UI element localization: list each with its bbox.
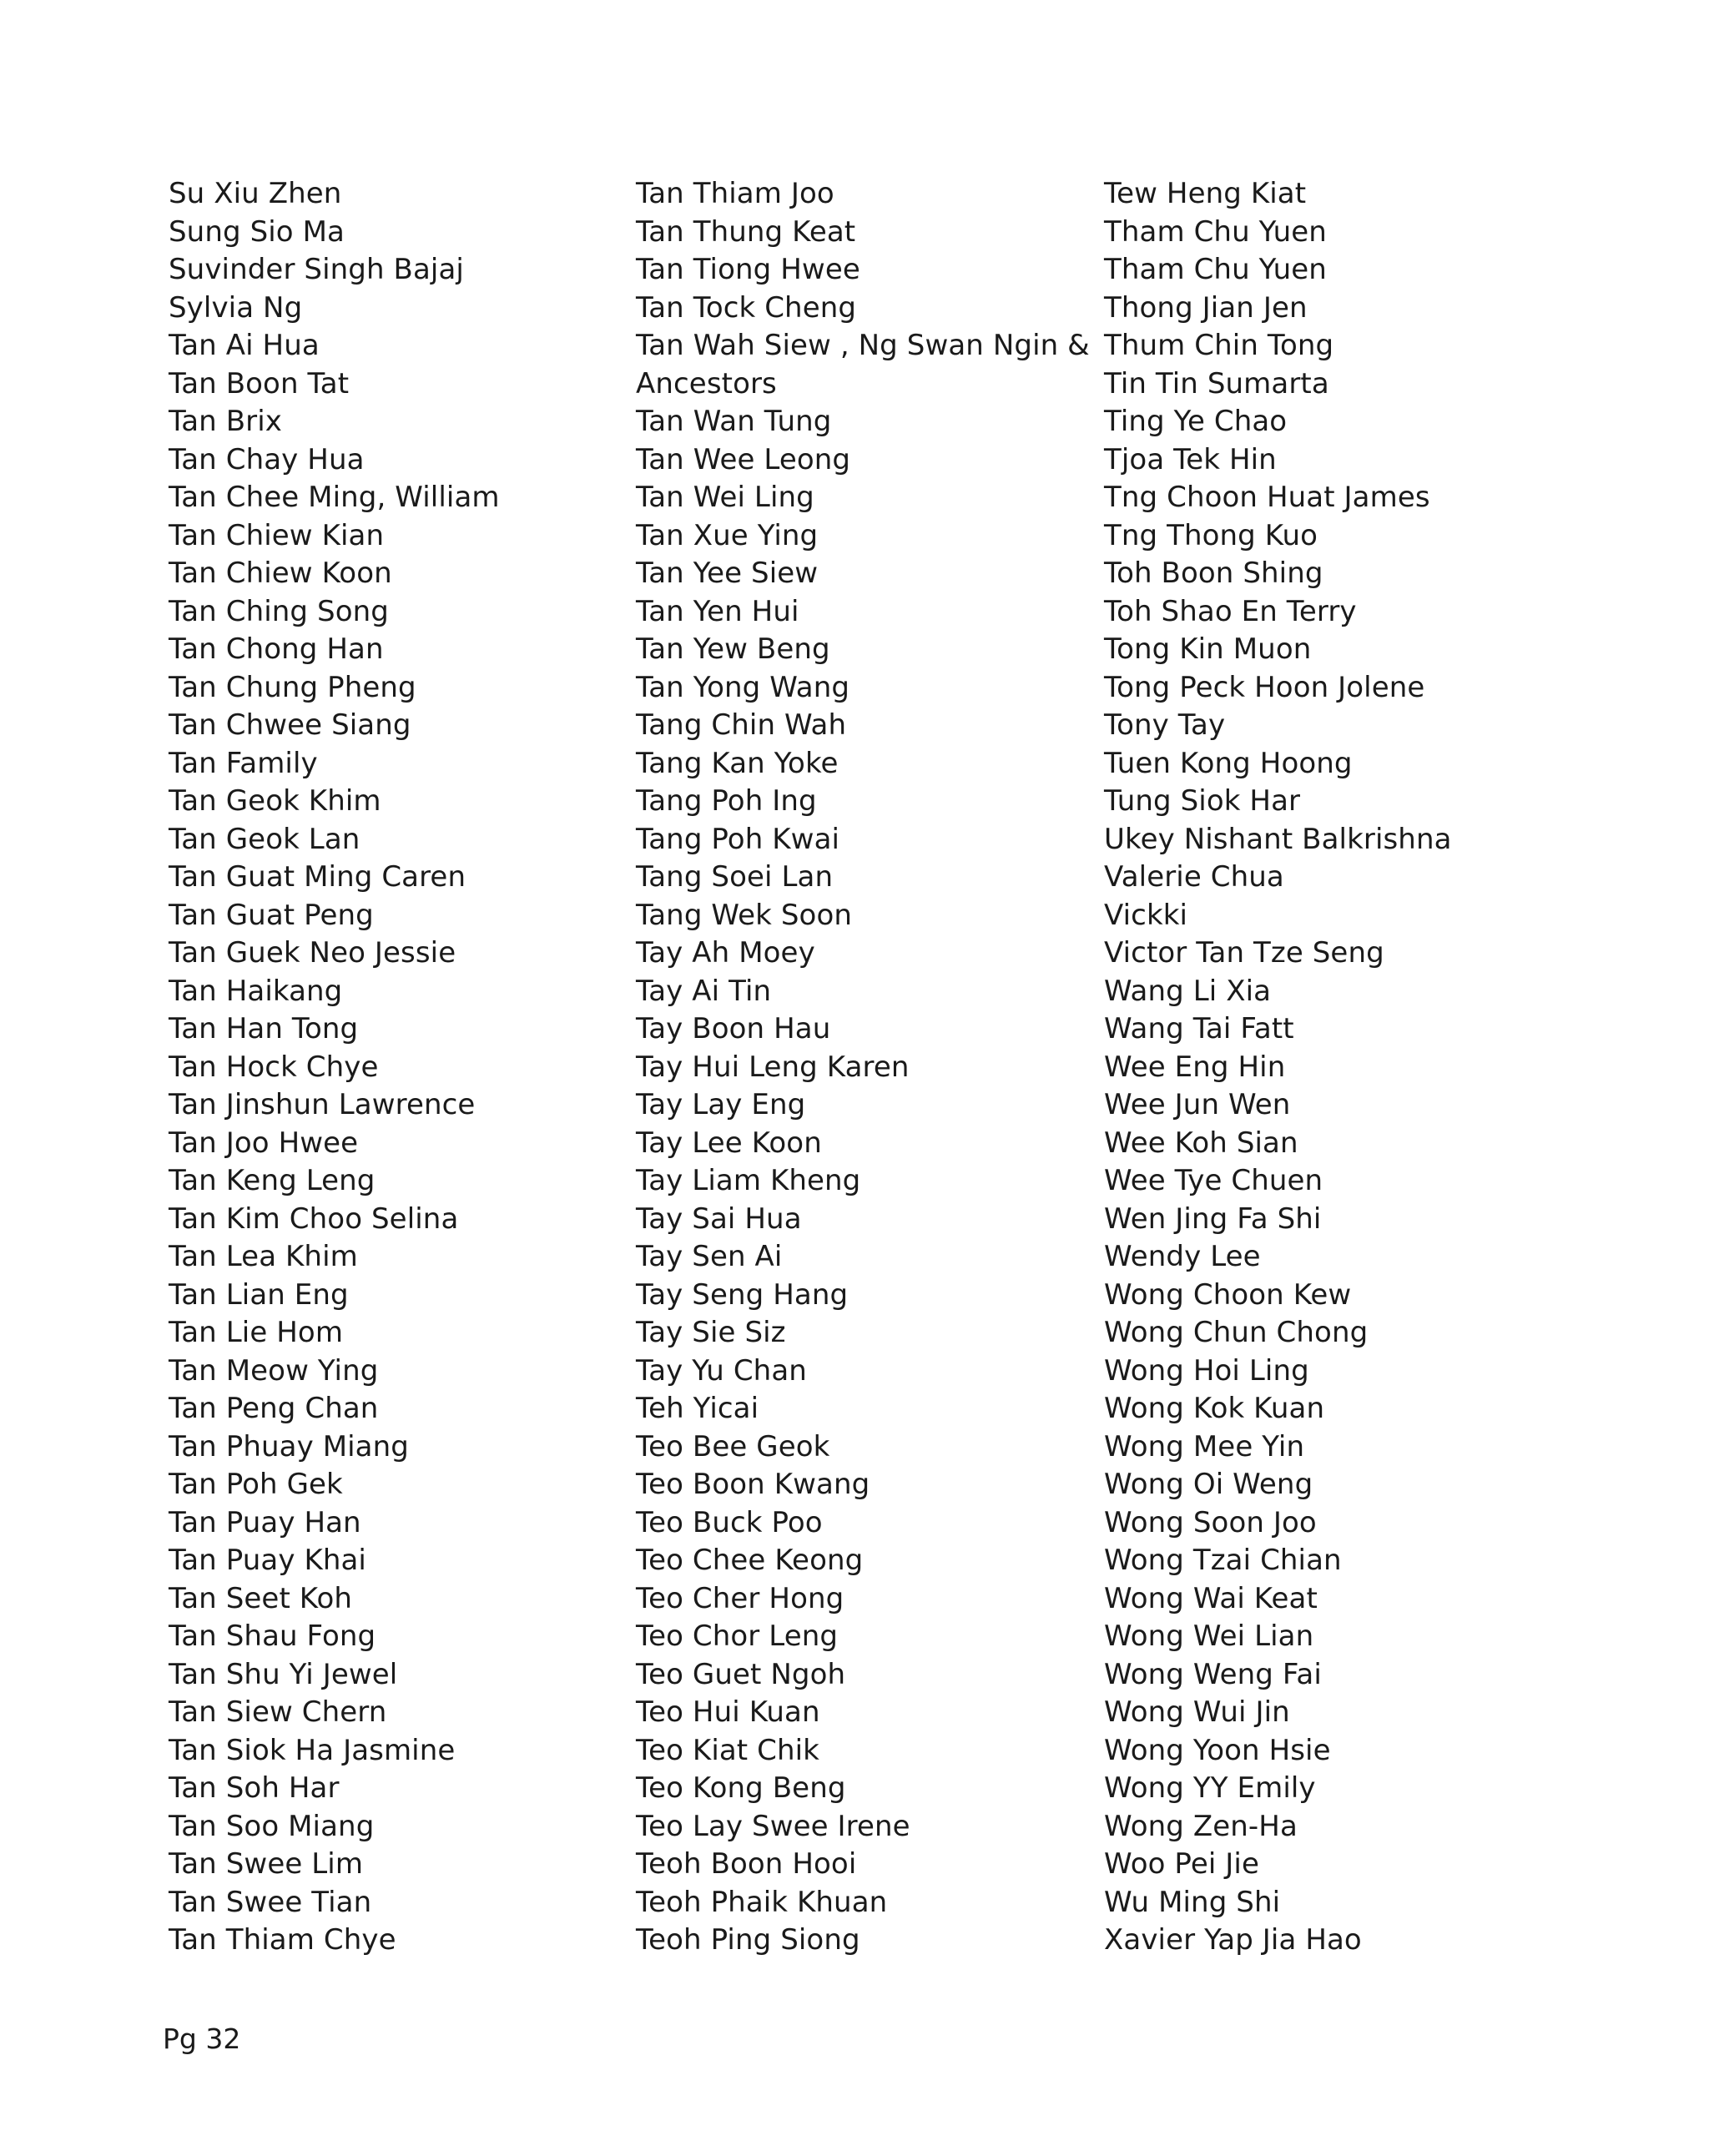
name-entry: Wong Zen-Ha: [1104, 1809, 1298, 1843]
name-entry: Tan Chay Hua: [169, 442, 365, 476]
name-entry: Wu Ming Shi: [1104, 1885, 1281, 1919]
name-entry: Tan Xue Ying: [636, 518, 819, 552]
name-entry: Tan Yee Siew: [636, 557, 819, 590]
name-entry: Ancestors: [636, 366, 777, 400]
name-column-2: [636, 175, 1090, 1960]
name-entry: Tan Thiam Joo: [636, 177, 834, 210]
name-entry: Tay Ah Moey: [636, 936, 815, 970]
name-entry: Teoh Ping Siong: [636, 1923, 860, 1957]
name-entry: Tan Jinshun Lawrence: [169, 1088, 476, 1121]
name-entry: Tan Chong Han: [169, 632, 384, 666]
name-entry: Tong Kin Muon: [1104, 632, 1312, 666]
name-entry: Woo Pei Jie: [1104, 1847, 1259, 1881]
name-entry: Tan Chiew Koon: [169, 557, 392, 590]
name-entry: Tin Tin Sumarta: [1104, 366, 1329, 400]
name-entry: Tay Lee Koon: [636, 1126, 822, 1160]
name-entry: Wang Li Xia: [1104, 974, 1272, 1008]
name-entry: Tan Family: [169, 746, 318, 780]
name-entry: Tan Swee Tian: [169, 1885, 372, 1919]
name-entry: Teo Hui Kuan: [636, 1695, 820, 1729]
name-entry: Xavier Yap Jia Hao: [1104, 1923, 1362, 1957]
name-entry: Tan Seet Koh: [169, 1581, 353, 1615]
name-entry: Toh Shao En Terry: [1104, 594, 1357, 628]
name-entry: Tan Puay Khai: [169, 1544, 366, 1577]
name-entry: Wong Wei Lian: [1104, 1620, 1314, 1653]
name-entry: Wong Chun Chong: [1104, 1316, 1369, 1349]
name-entry: Tan Joo Hwee: [169, 1126, 359, 1160]
name-entry: Tan Guat Ming Caren: [169, 860, 466, 894]
name-entry: Tan Phuay Miang: [169, 1429, 409, 1463]
name-entry: Tan Poh Gek: [169, 1468, 343, 1501]
name-entry: Tay Sai Hua: [636, 1201, 802, 1236]
name-entry: Tan Siew Chern: [169, 1695, 387, 1729]
name-entry: Tang Kan Yoke: [636, 746, 839, 780]
name-entry: Tan Soo Miang: [169, 1809, 375, 1843]
name-entry: Tan Guat Peng: [169, 898, 374, 932]
name-column-3: [1104, 175, 1452, 1960]
name-entry: Tang Poh Ing: [636, 784, 817, 818]
name-entry: Tan Hock Chye: [169, 1050, 379, 1084]
name-entry: Tan Lea Khim: [169, 1240, 358, 1273]
name-column-1: [169, 175, 500, 1960]
name-entry: Wong Wai Keat: [1104, 1581, 1318, 1615]
name-entry: Tay Yu Chan: [636, 1353, 807, 1388]
name-entry: Tan Lian Eng: [169, 1277, 349, 1312]
name-entry: Tan Thiam Chye: [169, 1923, 396, 1957]
name-entry: Tan Yen Hui: [636, 594, 799, 628]
name-entry: Tony Tay: [1104, 708, 1226, 742]
name-entry: Tung Siok Har: [1104, 784, 1301, 818]
name-entry: Wee Koh Sian: [1104, 1126, 1298, 1160]
name-entry: Tham Chu Yuen: [1104, 253, 1327, 286]
name-entry: Wong Wui Jin: [1104, 1695, 1290, 1729]
name-entry: Tay Seng Hang: [636, 1277, 849, 1312]
name-entry: Tng Thong Kuo: [1104, 518, 1318, 552]
name-entry: Tan Wei Ling: [636, 481, 814, 514]
name-entry: Sylvia Ng: [169, 290, 303, 325]
name-entry: Wong Kok Kuan: [1104, 1392, 1325, 1425]
name-entry: Tan Tock Cheng: [636, 290, 857, 325]
name-entry: Thong Jian Jen: [1104, 290, 1308, 325]
name-entry: Tan Chiew Kian: [169, 518, 385, 552]
name-entry: Thum Chin Tong: [1104, 329, 1334, 362]
name-entry: Wong YY Emily: [1104, 1771, 1316, 1805]
name-entry: Tan Chee Ming, William: [169, 481, 500, 514]
name-entry: Teo Bee Geok: [636, 1429, 830, 1463]
name-entry: Tham Chu Yuen: [1104, 214, 1327, 249]
name-entry: Tan Soh Har: [169, 1771, 340, 1805]
name-entry: Wong Weng Fai: [1104, 1657, 1322, 1691]
name-entry: Victor Tan Tze Seng: [1104, 936, 1384, 970]
name-entry: Teo Guet Ngoh: [636, 1657, 846, 1691]
name-entry: Suvinder Singh Bajaj: [169, 253, 464, 286]
name-entry: Wong Oi Weng: [1104, 1468, 1313, 1501]
name-entry: Tan Thung Keat: [636, 214, 856, 249]
name-entry: Valerie Chua: [1104, 860, 1284, 894]
name-entry: Tan Ching Song: [169, 594, 389, 628]
name-entry: Tan Yong Wang: [636, 670, 850, 704]
name-entry: Tan Guek Neo Jessie: [169, 936, 456, 970]
name-entry: Tay Lay Eng: [636, 1088, 806, 1121]
name-entry: Wong Soon Joo: [1104, 1505, 1317, 1539]
name-entry: Ting Ye Chao: [1104, 405, 1288, 438]
name-entry: Teoh Boon Hooi: [636, 1847, 857, 1881]
name-entry: Tan Chwee Siang: [169, 708, 411, 742]
name-entry: Tay Hui Leng Karen: [636, 1050, 910, 1084]
name-entry: Tng Choon Huat James: [1104, 481, 1430, 514]
name-entry: Tan Ai Hua: [169, 329, 320, 362]
name-entry: Wong Choon Kew: [1104, 1277, 1352, 1312]
name-entry: Wee Tye Chuen: [1104, 1164, 1323, 1197]
name-entry: Wong Mee Yin: [1104, 1429, 1305, 1463]
name-entry: Teh Yicai: [636, 1392, 759, 1425]
name-entry: Tang Chin Wah: [636, 708, 847, 742]
name-entry: Su Xiu Zhen: [169, 177, 342, 210]
name-entry: Tan Geok Lan: [169, 822, 360, 856]
name-entry: Teo Cher Hong: [636, 1581, 844, 1615]
name-entry: Tay Boon Hau: [636, 1012, 831, 1045]
name-entry: Tew Heng Kiat: [1104, 177, 1307, 210]
name-entry: Ukey Nishant Balkrishna: [1104, 822, 1452, 856]
name-entry: Tan Chung Pheng: [169, 670, 416, 704]
name-entry: Tan Keng Leng: [169, 1164, 376, 1197]
name-entry: Teo Chor Leng: [636, 1620, 839, 1653]
name-entry: Tan Wan Tung: [636, 405, 832, 438]
name-entry: Tan Boon Tat: [169, 366, 350, 400]
name-entry: Teo Buck Poo: [636, 1505, 823, 1539]
name-entry: Tan Wee Leong: [636, 442, 851, 476]
name-entry: Tan Tiong Hwee: [636, 253, 860, 286]
name-entry: Tan Shau Fong: [169, 1620, 376, 1653]
name-entry: Tan Peng Chan: [169, 1392, 379, 1425]
name-entry: Wee Jun Wen: [1104, 1088, 1291, 1121]
name-entry: Tan Kim Choo Selina: [169, 1201, 459, 1236]
name-entry: Tang Wek Soon: [636, 898, 852, 932]
name-entry: Tan Han Tong: [169, 1012, 359, 1045]
name-entry: Sung Sio Ma: [169, 214, 345, 249]
name-entry: Teo Lay Swee Irene: [636, 1809, 910, 1843]
name-entry: Wen Jing Fa Shi: [1104, 1201, 1322, 1236]
name-entry: Teoh Phaik Khuan: [636, 1885, 888, 1919]
name-entry: Tay Sie Siz: [636, 1316, 786, 1349]
name-entry: Tang Poh Kwai: [636, 822, 840, 856]
name-entry: Tan Lie Hom: [169, 1316, 344, 1349]
name-entry: Tan Swee Lim: [169, 1847, 364, 1881]
name-entry: Tan Shu Yi Jewel: [169, 1657, 398, 1691]
name-entry: Vickki: [1104, 898, 1188, 932]
name-entry: Tan Siok Ha Jasmine: [169, 1733, 456, 1767]
name-entry: Tay Liam Kheng: [636, 1164, 861, 1197]
name-entry: Wong Yoon Hsie: [1104, 1733, 1331, 1767]
name-entry: Tan Brix: [169, 405, 283, 438]
name-entry: Wendy Lee: [1104, 1240, 1261, 1273]
name-entry: Tay Sen Ai: [636, 1240, 783, 1273]
name-entry: Tan Haikang: [169, 974, 343, 1008]
name-entry: Tang Soei Lan: [636, 860, 834, 894]
name-entry: Tan Geok Khim: [169, 784, 381, 818]
name-entry: Teo Chee Keong: [636, 1544, 864, 1577]
name-entry: Toh Boon Shing: [1104, 557, 1323, 590]
page-number: Pg 32: [163, 2023, 241, 2055]
name-entry: Tan Puay Han: [169, 1505, 361, 1539]
name-entry: Tay Ai Tin: [636, 974, 772, 1008]
name-entry: Tong Peck Hoon Jolene: [1104, 670, 1425, 704]
name-entry: Teo Kiat Chik: [636, 1733, 819, 1767]
name-entry: Teo Kong Beng: [636, 1771, 846, 1805]
name-entry: Tjoa Tek Hin: [1104, 442, 1277, 476]
name-entry: Wee Eng Hin: [1104, 1050, 1286, 1084]
name-entry: Wang Tai Fatt: [1104, 1012, 1294, 1045]
name-entry: Teo Boon Kwang: [636, 1468, 870, 1501]
name-entry: Tuen Kong Hoong: [1104, 746, 1353, 780]
name-entry: Tan Yew Beng: [636, 632, 830, 666]
name-entry: Tan Meow Ying: [169, 1353, 379, 1388]
name-entry: Wong Hoi Ling: [1104, 1353, 1309, 1388]
name-entry: Wong Tzai Chian: [1104, 1544, 1342, 1577]
name-entry: Tan Wah Siew , Ng Swan Ngin &: [636, 329, 1090, 362]
